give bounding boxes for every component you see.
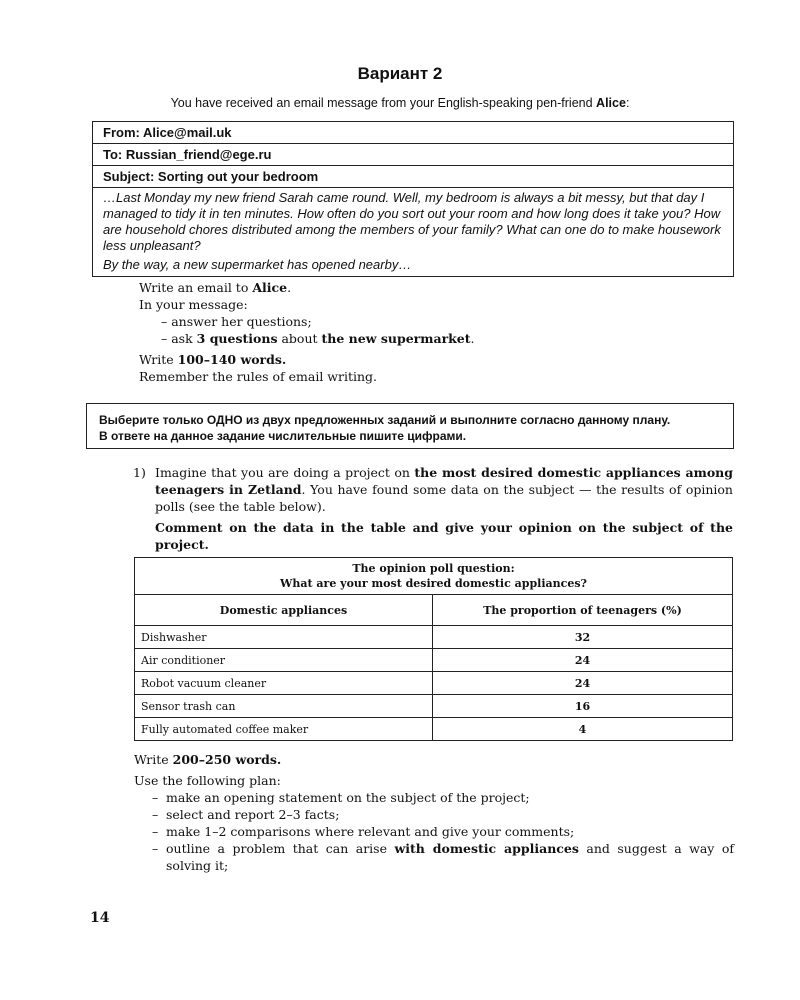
email-body-text: …Last Monday my new friend Sarah came round. Well, my bedroom is always a bit messy, but that day I managed to tidy it in ten minutes. How often do you sort out your room and how long does it take you? How are household chores distributed among the members of your family? What can one do to make housework less unpleasant?: [103, 190, 721, 253]
instruction-box: [86, 403, 734, 449]
instruction-line-2: В ответе на данное задание числительные пишите цифрами.: [99, 429, 467, 443]
plan-word-count: Write 200–250 words.: [134, 752, 282, 767]
row-value: 16: [433, 695, 733, 718]
bullet-answer: – answer her questions;: [161, 314, 312, 329]
row-item: Sensor trash can: [135, 695, 433, 718]
table-row: [135, 695, 733, 718]
page-title: Вариант 2: [357, 64, 443, 83]
table-row: [135, 626, 733, 649]
table-row: [135, 649, 733, 672]
plan-intro: Use the following plan:: [134, 773, 281, 788]
project-intro: Imagine that you are doing a project on the most desired domestic appliances among teenagers in Zetland. You have found some data on the subject — the results of opinion polls (see the table below).: [155, 465, 733, 514]
plan-item: – select and report 2–3 facts;: [152, 807, 340, 822]
row-value: 32: [433, 626, 733, 649]
email-body: [93, 188, 733, 276]
row-item: Robot vacuum cleaner: [135, 672, 433, 695]
email-ps: By the way, a new supermarket has opened nearby…: [103, 257, 412, 272]
email-box: [92, 121, 734, 277]
email-to: To: Russian_friend@ege.ru: [93, 144, 733, 166]
plan-item: – outline a problem that can arise with domestic appliances and suggest a way of solving it;: [152, 841, 734, 873]
table-row: [135, 672, 733, 695]
plan-item: – make an opening statement on the subject of the project;: [152, 790, 530, 805]
intro-end: :: [625, 96, 630, 110]
col-header-proportion: The proportion of teenagers (%): [433, 595, 733, 626]
email-subject: Subject: Sorting out your bedroom: [93, 166, 733, 188]
word-count-line: Write 100–140 words.: [139, 352, 287, 367]
row-value: 24: [433, 649, 733, 672]
write-email-line: Write an email to Alice.: [139, 280, 292, 295]
intro-name: Alice: [596, 96, 626, 110]
row-item: Dishwasher: [135, 626, 433, 649]
col-header-appliances: Domestic appliances: [135, 595, 433, 626]
in-message-line: In your message:: [139, 297, 248, 312]
table-row: [135, 718, 733, 741]
remember-line: Remember the rules of email writing.: [139, 369, 378, 384]
row-item: Fully automated coffee maker: [135, 718, 433, 741]
email-from: From: Alice@mail.uk: [93, 122, 733, 144]
page-number: 14: [90, 910, 110, 926]
poll-question: The opinion poll question: What are your most desired domestic appliances?: [135, 558, 733, 595]
task-intro: [0, 96, 800, 110]
row-item: Air conditioner: [135, 649, 433, 672]
intro-text: You have received an email message from your English-speaking pen-friend: [170, 96, 597, 110]
project-task: [133, 464, 733, 553]
row-value: 4: [433, 718, 733, 741]
poll-table: [134, 557, 733, 741]
project-comment: Comment on the data in the table and give your opinion on the subject of the project.: [155, 520, 733, 552]
bullet-ask: – ask 3 questions about the new supermarket.: [161, 331, 475, 346]
plan-section: [134, 751, 734, 874]
task-number: 1): [133, 465, 146, 480]
email-task: [139, 279, 739, 385]
plan-item: – make 1–2 comparisons where relevant and give your comments;: [152, 824, 575, 839]
row-value: 24: [433, 672, 733, 695]
instruction-line-1: Выберите только ОДНО из двух предложенных заданий и выполните согласно данному плану.: [99, 413, 671, 427]
